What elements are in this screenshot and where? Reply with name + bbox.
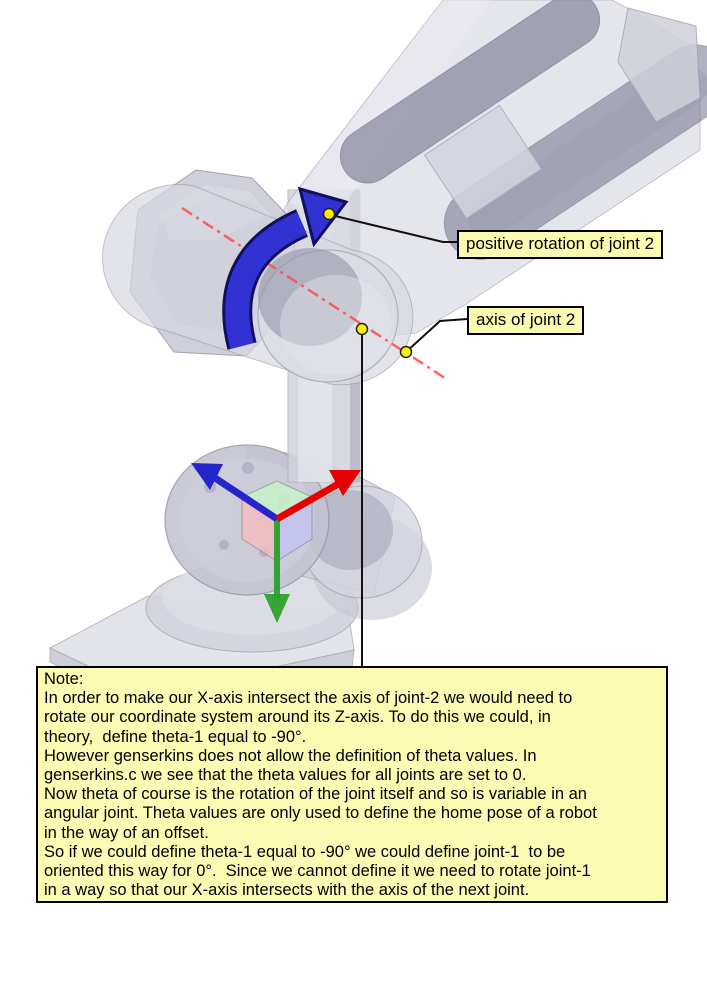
note-line: So if we could define theta-1 equal to -90° we could define joint-1 to be [44,842,566,861]
note-line: Note: [44,670,84,688]
marker-axis-dot-1 [357,324,368,335]
note-line: angular joint. Theta values are only used to define the home pose of a robot [44,804,597,823]
note-line: in a way so that our X-axis intersects with the axis of the next joint. [44,881,530,900]
note-line: theory, define theta-1 equal to -90°. [44,727,307,746]
marker-axis-dot-2 [401,347,412,358]
note-line: in the way of an offset. [44,823,209,842]
positive-rotation-label: positive rotation of joint 2 [457,230,663,259]
note-box [36,666,668,903]
note-line: rotate our coordinate system around its Z-axis. To do this we could, in [44,708,551,727]
note-line: oriented this way for 0°. Since we cannot define it we need to rotate joint-1 [44,862,591,881]
note-line: In order to make our X-axis intersect the axis of joint-2 we would need to [44,689,573,708]
axis-of-joint-label: axis of joint 2 [467,306,584,335]
marker-rotation-dot [324,209,335,220]
note-line: However genserkins does not allow the definition of theta values. In [44,746,537,765]
joint2-cap-face [280,275,392,375]
note-line: genserkins.c we see that the theta values for all joints are set to 0. [44,766,527,785]
note-line: Now theta of course is the rotation of the joint itself and so is variable in an [44,785,587,804]
